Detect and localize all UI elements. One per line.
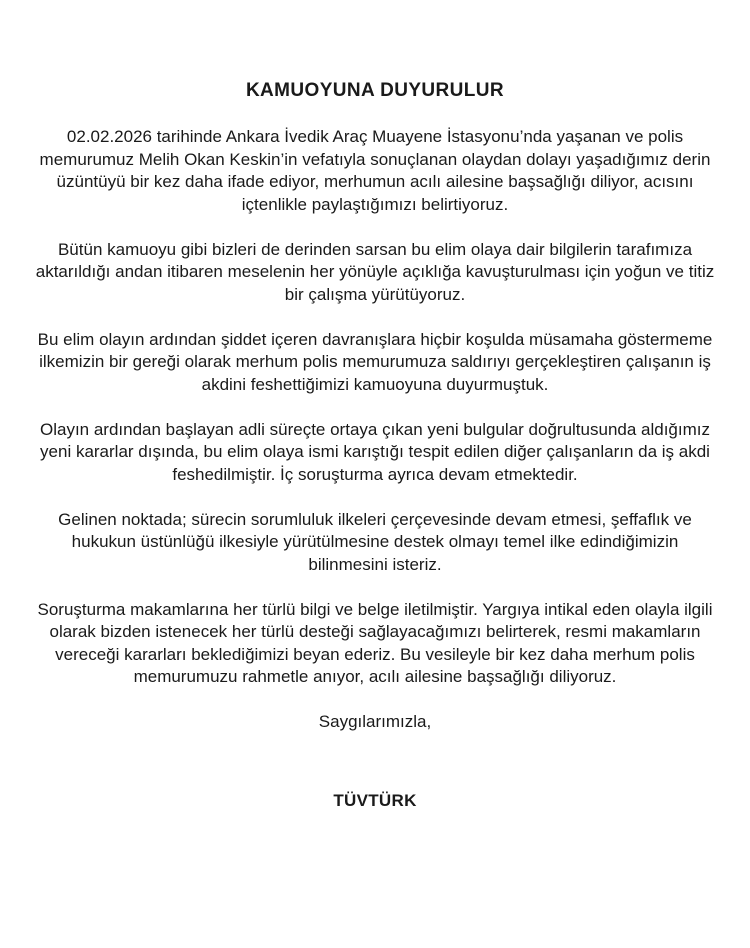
paragraph: Gelinen noktada; sürecin sorumluluk ilkeleri çerçevesinde devam etmesi, şeffaflık ve hukukun üstünlüğü ilkesiyle yürütülmesine destek olmayı temel ilke edindiğimizin bilinmesini isteriz. [58,509,692,574]
paragraph: Bütün kamuoyu gibi bizleri de derinden sarsan bu elim olaya dair bilgilerin tarafımıza aktarıldığı andan itibaren meselenin her yönüyle açıklığa kavuşturulması için yoğun ve titiz bir çalışma yürütüyoruz. [35,239,715,304]
signature: TÜVTÜRK [333,790,417,810]
announcement-title: KAMUOYUNA DUYURULUR [245,80,505,101]
paragraph: Soruşturma makamlarına her türlü bilgi ve belge iletilmiştir. Yargıya intikal eden olayla ilgili olarak bizden istenecek her türlü desteği sağlayacağımızı belirterek, resmi makamların vereceği kararları beklediğimizi beyan ederiz. Bu vesileyle bir kez daha merhum polis memurumuzu rahmetle anıyor, acılı ailesine başsağlığı diliyoruz. [37,599,713,686]
announcement-body [30,126,720,812]
closing-salutation: Saygılarımızla, [318,712,432,731]
paragraph: Bu elim olayın ardından şiddet içeren davranışlara hiçbir koşulda müsamaha göstermeme ilkemizin bir gereği olarak merhum polis memurumuza saldırıyı gerçekleştiren çalışanın iş akdini feshettiğimizi kamuoyuna duyurmuştuk. [37,329,713,394]
paragraph: 02.02.2026 tarihinde Ankara İvedik Araç Muayene İstasyonu’nda yaşanan ve polis memurumuz Melih Okan Keskin’in vefatıyla sonuçlanan olaydan dolayı yaşadığımız derin üzüntüyü bir kez daha ifade ediyor, merhumun acılı ailesine başsağlığı diliyor, acısını içtenlikle paylaştığımızı belirtiyoruz. [39,127,711,214]
paragraph: Olayın ardından başlayan adli süreçte ortaya çıkan yeni bulgular doğrultusunda aldığımız yeni kararlar dışında, bu elim olaya ismi karıştığı tespit edilen diğer çalışanların da iş akdi feshedilmiştir. İç soruşturma ayrıca devam etmektedir. [39,419,710,484]
